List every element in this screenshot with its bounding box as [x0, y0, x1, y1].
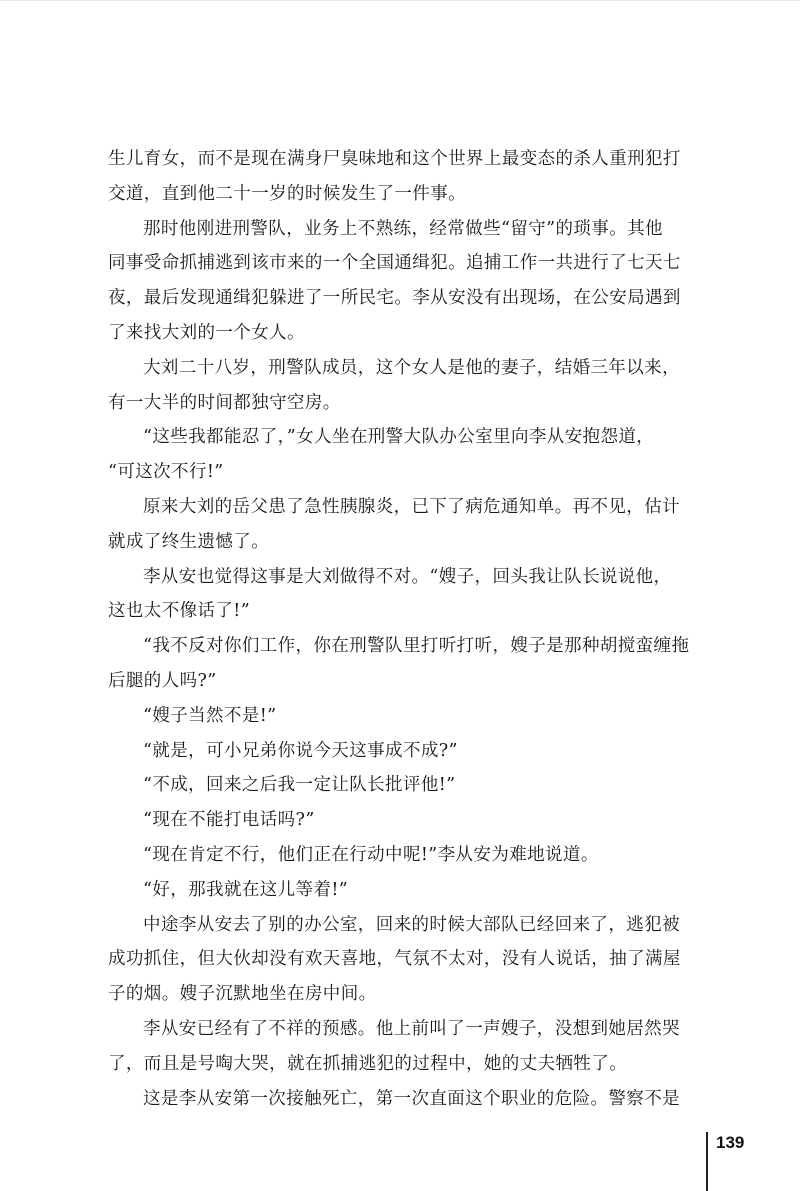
paragraph: “现在肯定不行，他们正在行动中呢!”李从安为难地说道。 — [143, 844, 599, 865]
page-number-rule — [706, 1132, 708, 1191]
paragraph: “好，那我就在这儿等着!” — [143, 879, 349, 900]
paragraph: “就是，可小兄弟你说今天这事成不成?” — [143, 740, 458, 761]
paragraph: 大刘二十八岁，刑警队成员，这个女人是他的妻子，结婚三年以来， 有一大半的时间都独守空房。 — [108, 357, 680, 413]
paragraph: 那时他刚进刑警队，业务上不熟练，经常做些“留守”的琐事。其他 同事受命抓捕逃到该市来的一个全国通缉犯。追捕工作一共进行了七天七 夜，最后发现通缉犯躲进了一所民宅。李从安没有出现场，在公安局遇到 了来找大刘的一个女人。 — [108, 218, 681, 343]
top-edge-line — [0, 0, 800, 1]
paragraph: “嫂子当然不是!” — [143, 705, 277, 726]
paragraph: 李从安已经有了不祥的预感。他上前叫了一声嫂子，没想到她居然哭 了，而且是号啕大哭，就在抓捕逃犯的过程中，她的丈夫牺牲了。 — [108, 1018, 680, 1074]
paragraph: 中途李从安去了别的办公室，回来的时候大部队已经回来了，逃犯被 成功抓住，但大伙却没有欢天喜地，气氛不太对，没有人说话，抽了满屋 子的烟。嫂子沉默地坐在房中间。 — [108, 914, 681, 1005]
paragraph: 原来大刘的岳父患了急性胰腺炎，已下了病危通知单。再不见，估计 就成了终生遗憾了。 — [108, 496, 680, 552]
paragraph: 这是李从安第一次接触死亡，第一次直面这个职业的危险。警察不是 — [143, 1088, 680, 1109]
body-text — [108, 142, 718, 1116]
page-number: 139 — [716, 1133, 745, 1152]
paragraph: “不成，回来之后我一定让队长批评他!” — [143, 775, 456, 796]
paragraph: 李从安也觉得这事是大刘做得不对。“嫂子，回头我让队长说说他， 这也太不像话了!” — [108, 566, 672, 622]
paragraph: “我不反对你们工作，你在刑警队里打听打听，嫂子是那种胡搅蛮缠拖 后腿的人吗?” — [108, 636, 690, 691]
paragraph: “这些我都能忍了，”女人坐在刑警大队办公室里向李从安抱怨道， “可这次不行!” — [108, 427, 655, 483]
paragraph: “现在不能打电话吗?” — [143, 810, 315, 831]
paragraph: 生儿育女，而不是现在满身尸臭味地和这个世界上最变态的杀人重刑犯打 交道，直到他二十一岁的时候发生了一件事。 — [108, 149, 681, 204]
